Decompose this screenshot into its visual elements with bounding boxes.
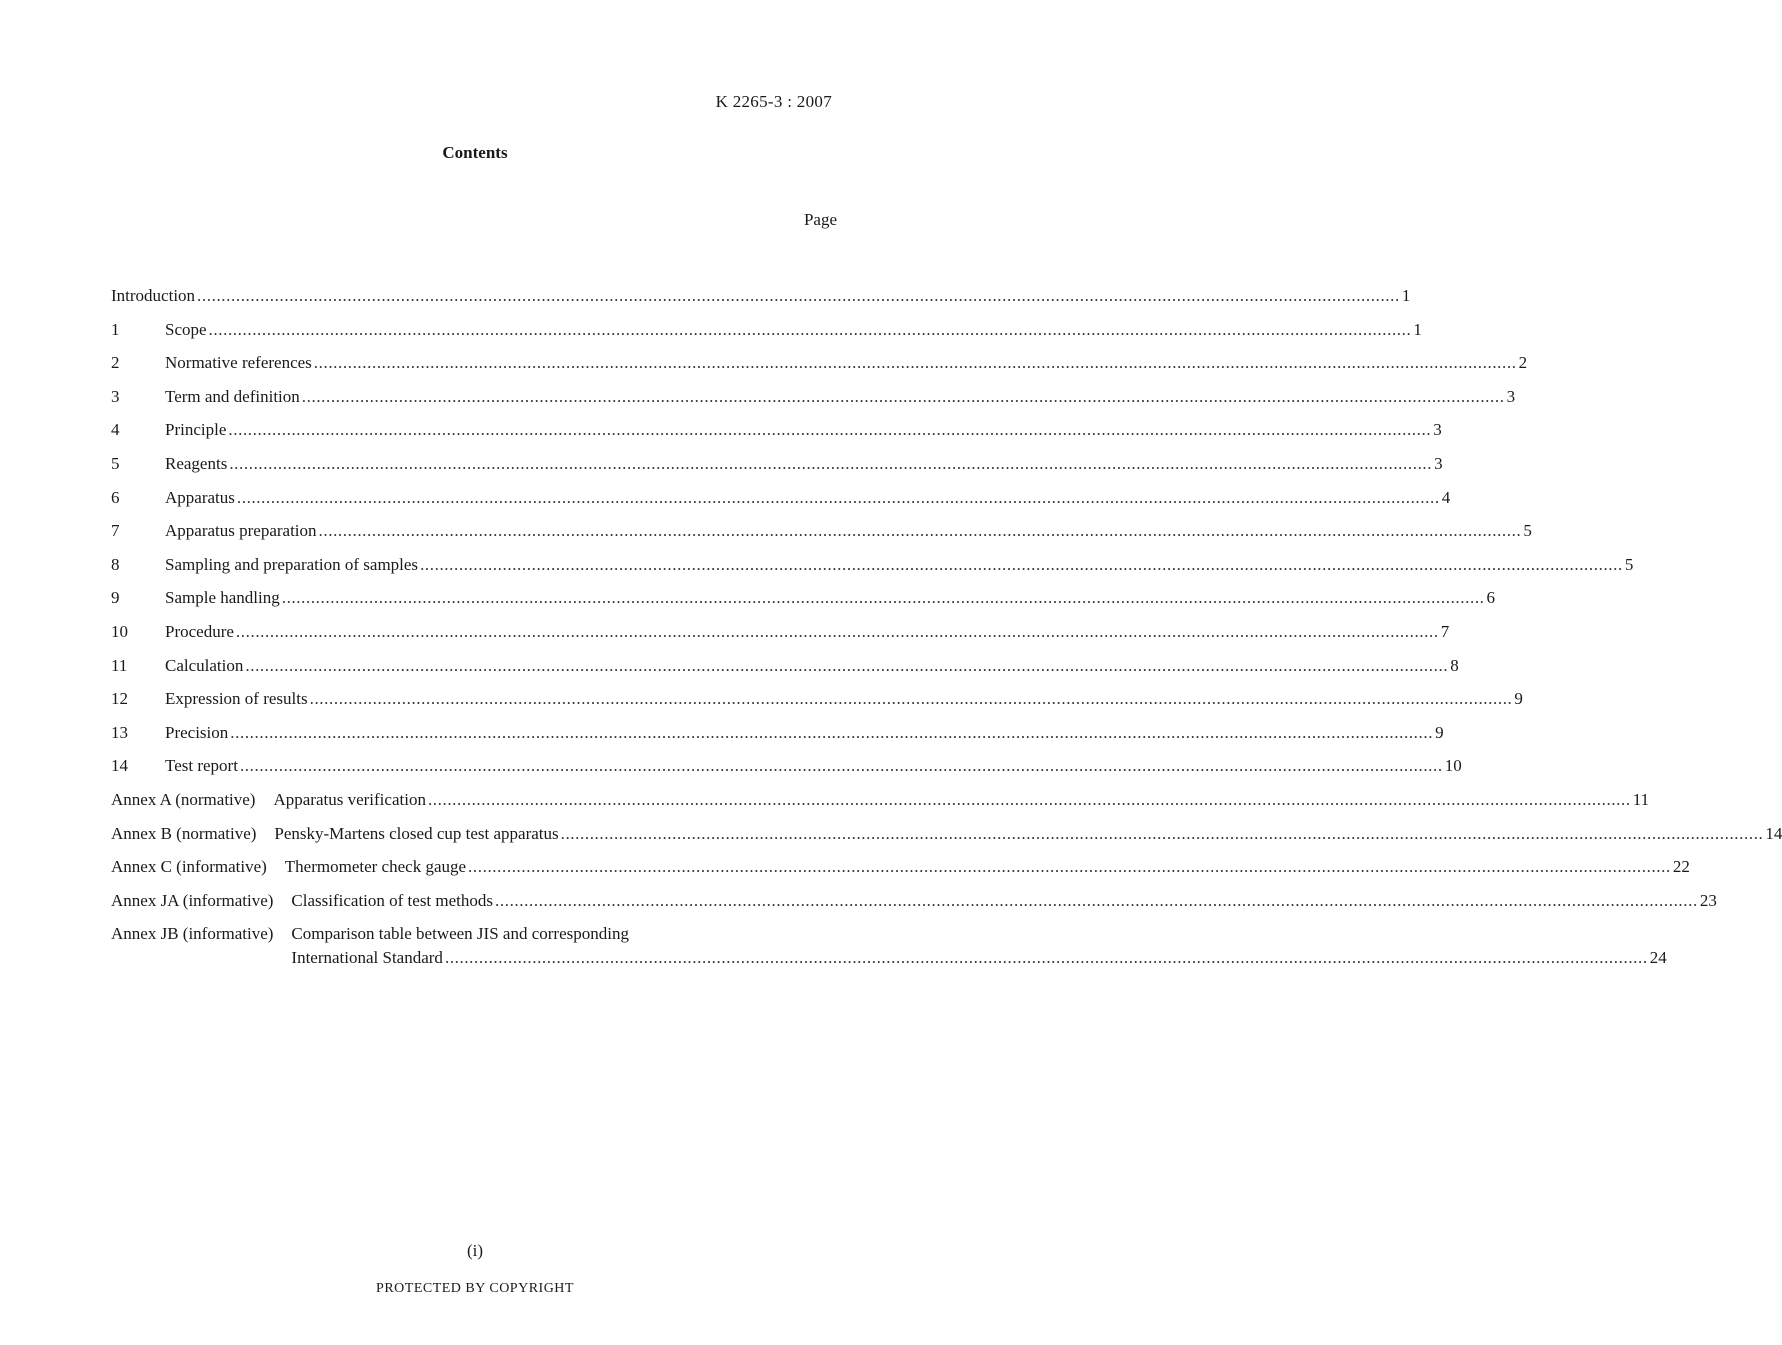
toc-entry-annex[interactable] (111, 788, 1650, 822)
toc-entry-page: 2 (1518, 353, 1528, 373)
toc-entry-text: Pensky-Martens closed cup test apparatus (274, 823, 559, 843)
toc-entry-text: Apparatus verification (273, 789, 426, 809)
toc-annex-line2 (291, 946, 1666, 970)
footer-page-number: (i) (466, 1241, 484, 1260)
page-column-label: Page (803, 210, 837, 229)
toc-entry-annex[interactable] (111, 855, 1690, 889)
toc-entry-annex[interactable] (111, 822, 1782, 856)
toc-annexes (111, 788, 1782, 922)
toc-entry-page: 14 (1765, 823, 1782, 843)
toc-entry-section[interactable] (111, 721, 1444, 755)
toc-entry-section[interactable] (111, 486, 1451, 520)
toc-entry-page: 7 (1440, 621, 1450, 641)
toc-annex-body (291, 922, 1666, 970)
toc-entry-text: Reagents (165, 453, 228, 473)
toc-entry-number: 3 (111, 386, 120, 406)
toc-entry-section[interactable] (111, 620, 1450, 654)
toc-leader-dots (236, 620, 1439, 644)
toc-entry-text: Principle (165, 420, 227, 440)
toc-entry-text: Expression of results (165, 689, 308, 709)
toc-leader-dots (230, 721, 1433, 745)
toc-leader-dots (245, 654, 1448, 678)
toc-entry-page: 10 (1444, 756, 1462, 776)
toc-entry-section[interactable] (111, 385, 1516, 419)
toc-leader-dots (561, 822, 1764, 846)
toc-entry-annex-jb[interactable] (111, 922, 1667, 970)
page-title: Contents (442, 143, 508, 162)
toc-entry-section[interactable] (111, 519, 1532, 553)
toc-entry-page: 1 (1413, 319, 1422, 339)
toc-annex-text-line1: Comparison table between JIS and corresponding (291, 924, 629, 944)
toc-entry-number: 5 (111, 453, 120, 473)
toc-entry-text: Normative references (165, 353, 312, 373)
toc-entry-section[interactable] (111, 318, 1422, 352)
toc-entry-section[interactable] (111, 553, 1634, 587)
toc-annex-label: Annex JA (informative) (111, 890, 274, 910)
toc-leader-dots (240, 754, 1443, 778)
toc-entry-section[interactable] (111, 754, 1462, 788)
toc-entry-text: Classification of test methods (291, 890, 494, 910)
toc-leader-dots (495, 889, 1698, 913)
toc-leader-dots (310, 687, 1513, 711)
copyright-notice: PROTECTED BY COPYRIGHT (376, 1281, 574, 1296)
toc-entry-section[interactable] (111, 654, 1459, 688)
toc-sections (111, 318, 1634, 788)
toc-entry-number: 14 (111, 756, 128, 776)
toc-leader-dots (237, 486, 1440, 510)
toc-entry-text: Term and definition (165, 386, 300, 406)
toc-entry-number: 13 (111, 722, 128, 742)
toc-entry-text: Introduction (111, 286, 196, 305)
toc-annex-label: Annex B (normative) (111, 823, 257, 843)
toc-entry-text: Apparatus preparation (165, 521, 317, 541)
toc-entry-text: Scope (165, 319, 207, 339)
toc-leader-dots (209, 318, 1412, 342)
toc-entry-page: 4 (1441, 487, 1451, 507)
toc-annex-label: Annex A (normative) (111, 789, 256, 809)
toc-entry-section[interactable] (111, 351, 1528, 385)
toc-leader-dots (445, 946, 1648, 970)
toc-leader-dots (420, 553, 1623, 577)
toc-entry-page: 1 (1401, 286, 1411, 305)
toc-entry-number: 1 (111, 319, 120, 339)
toc-leader-dots (314, 351, 1517, 375)
toc-entry-text: Sample handling (165, 588, 280, 608)
toc-entry-number: 7 (111, 521, 120, 541)
toc-annex-label: Annex JB (informative) (111, 924, 274, 944)
toc-entry-number: 9 (111, 588, 120, 608)
toc-entry-page: 23 (1699, 890, 1717, 910)
toc-leader-dots (428, 788, 1631, 812)
toc-entry-page: 6 (1486, 588, 1496, 608)
toc-leader-dots (282, 586, 1485, 610)
toc-entry-introduction[interactable] (111, 284, 1411, 318)
toc-entry-text: Calculation (165, 655, 244, 675)
toc-entry-page: 5 (1523, 521, 1532, 541)
toc-entry-section[interactable] (111, 418, 1442, 452)
toc-entry-number: 2 (111, 353, 120, 373)
document-id: K 2265-3 : 2007 (715, 92, 832, 111)
toc-leader-dots (228, 418, 1431, 442)
toc-entry-section[interactable] (111, 586, 1496, 620)
toc-entry-number: 12 (111, 689, 128, 709)
toc-entry-text: Apparatus (165, 487, 235, 507)
toc-leader-dots (197, 284, 1400, 308)
toc-leader-dots (468, 855, 1671, 879)
toc-entry-page: 5 (1624, 554, 1634, 574)
toc-entry-number: 10 (111, 621, 128, 641)
table-of-contents (111, 284, 1782, 970)
toc-entry-page: 8 (1450, 655, 1459, 675)
toc-entry-annex[interactable] (111, 889, 1717, 923)
toc-entry-page: 22 (1672, 857, 1690, 877)
toc-entry-page: 3 (1433, 420, 1442, 440)
toc-entry-section[interactable] (111, 687, 1523, 721)
toc-leader-dots (229, 452, 1432, 476)
toc-entry-section[interactable] (111, 452, 1443, 486)
toc-entry-text: Precision (165, 722, 229, 742)
toc-entry-number: 6 (111, 487, 120, 507)
toc-entry-page: 24 (1649, 948, 1667, 968)
toc-annex-label: Annex C (informative) (111, 857, 267, 877)
toc-annex-text-line2: International Standard (291, 948, 443, 968)
toc-entry-text: Procedure (165, 621, 234, 641)
toc-entry-number: 11 (111, 655, 128, 675)
toc-entry-text: Thermometer check gauge (284, 857, 467, 877)
toc-entry-number: 4 (111, 420, 120, 440)
toc-entry-text: Test report (165, 756, 238, 776)
toc-leader-dots (302, 385, 1505, 409)
toc-entry-page: 3 (1434, 453, 1443, 473)
toc-entry-page: 3 (1506, 386, 1516, 406)
toc-entry-page: 11 (1632, 789, 1650, 809)
toc-entry-page: 9 (1514, 689, 1523, 709)
toc-leader-dots (319, 519, 1522, 543)
toc-entry-text: Sampling and preparation of samples (165, 554, 419, 574)
toc-entry-number: 8 (111, 554, 120, 574)
toc-entry-page: 9 (1435, 722, 1444, 742)
